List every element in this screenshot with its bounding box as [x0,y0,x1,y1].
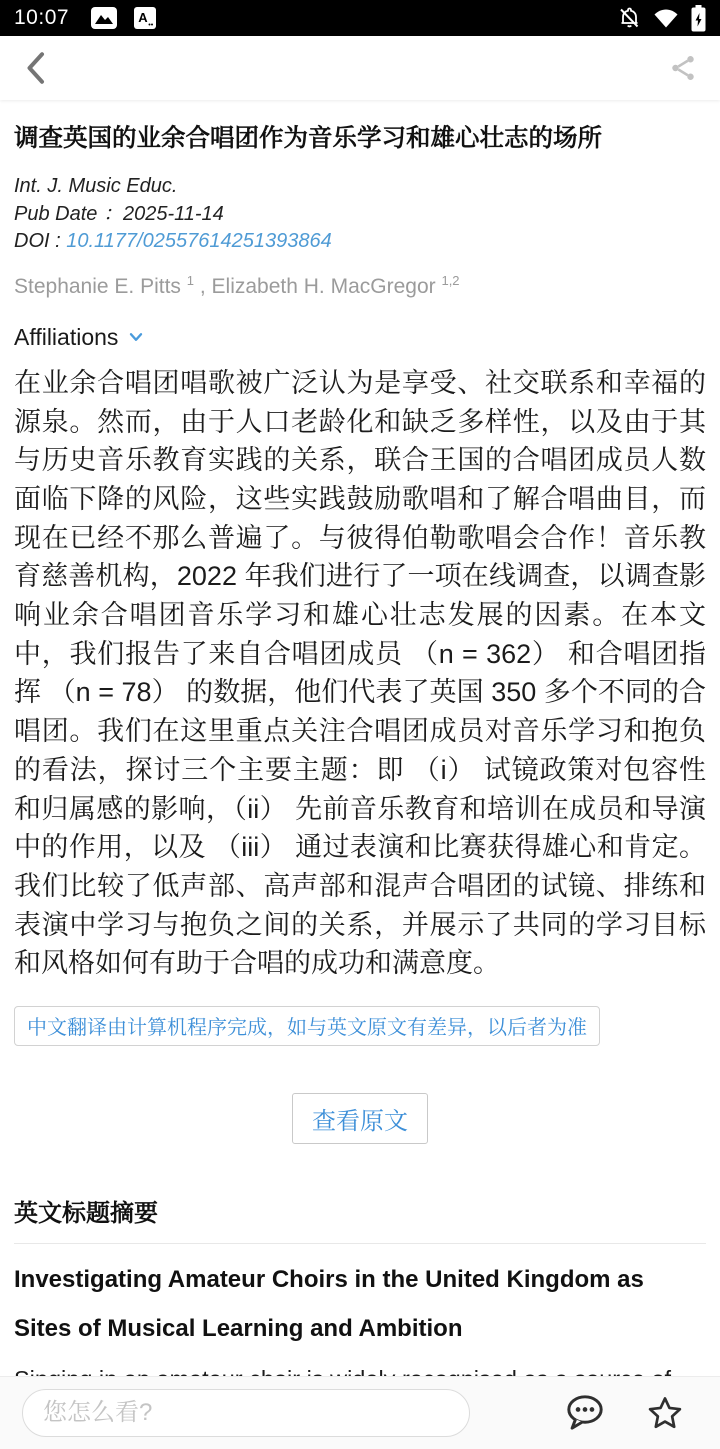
share-icon[interactable] [668,53,698,83]
nav-bar [0,36,720,100]
translation-notice: 中文翻译由计算机程序完成，如与英文原文有差异，以后者为准 [14,1006,600,1046]
battery-charging-icon [691,5,706,32]
doi-line: DOI : 10.1177/02557614251393864 [14,230,332,253]
author-name: Stephanie E. Pitts [14,274,187,298]
author-affiliation-sup: 1,2 [441,272,460,288]
comment-bar-actions [564,1393,698,1433]
abstract-zh: 在业余合唱团唱歌被广泛认为是享受、社交联系和幸福的源泉。然而，由于人口老龄化和缺乏多样性，以及由于其与历史音乐教育实践的关系，联合王国的合唱团成员人数面临下降的风险，这些实践鼓励歌唱和了解合唱曲目，而现在已经不那么普遍了。与彼得伯勒歌唱会合作！音乐教育慈善机构，2022 年我们进行了一项在线调查，以调查影响业余合唱团音乐学习和雄心壮志发展的因素。在本文中，我们报告了来自合唱团成员 （n = 362） 和合唱团指挥 （n = 78） 的数据，他们代表了英国 350 多个不同的合唱团。我们在这里重点关注合唱团成员对音乐学习和抱负的看法，探讨三个主要主题：即 （i） 试镜政策对包容性和归属感的影响，（ii） 先前音乐教育和培训在成员和导演中的作用，以及 （iii） 通过表演和比赛获得雄心和肯定。我们比较了低声部、高声部和混声合唱团的试镜、排练和表演中学习与抱负之间的关系，并展示了共同的学习目标和风格如何有助于合唱的成功和满意度。 [14,367,706,979]
paper-meta [14,173,706,256]
view-original-button[interactable]: 查看原文 [292,1093,428,1144]
pub-date-line: Pub Date ：2025-11-14 [14,202,224,225]
back-icon[interactable] [22,48,52,88]
comment-input[interactable] [22,1389,470,1437]
doi-link[interactable]: 10.1177/02557614251393864 [66,230,332,253]
notifications-off-icon [617,6,641,30]
status-bar-right [617,5,706,32]
paper-title-zh: 调查英国的业余合唱团作为音乐学习和雄心壮志的场所 [14,125,602,152]
article-detail [0,100,720,1449]
affiliations-label: Affiliations [14,323,119,350]
chevron-down-icon [127,328,145,346]
authors-line: Stephanie E. Pitts $^1$ , Elizabeth H. MacGregor $^{1,2}$ [14,272,460,298]
affiliations-toggle[interactable] [14,324,706,351]
star-icon[interactable] [646,1394,684,1432]
author-name: Elizabeth H. MacGregor [211,274,442,298]
letter-a-notification-icon [133,6,157,30]
clock: 10:07 [14,6,70,29]
photo-notification-icon [91,7,117,29]
comment-bubble-icon[interactable] [564,1393,606,1433]
wifi-icon [653,7,679,29]
author-affiliation-sup: 1 [186,272,195,288]
paper-title-en: Investigating Amateur Choirs in the United Kingdom as Sites of Musical Learning and Ambition [14,1266,644,1343]
english-section-title: 英文标题摘要 [14,1193,706,1244]
svg-text:A: A [138,10,148,25]
view-original-row [14,1093,706,1144]
journal-name: Int. J. Music Educ. [14,175,178,198]
status-bar [0,0,720,36]
pub-date-value: 2025-11-14 [122,202,224,225]
comment-bar [0,1376,720,1449]
